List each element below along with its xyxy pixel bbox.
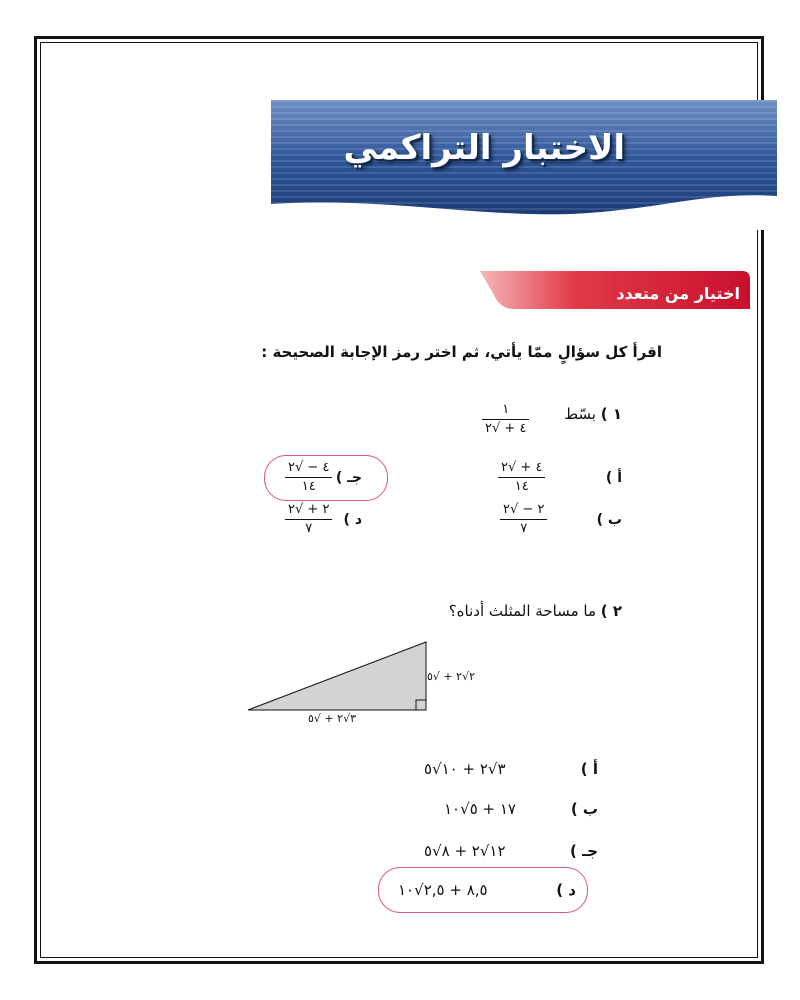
right-triangle-figure	[240, 630, 440, 720]
q1-option-b-label[interactable]: ب )	[596, 512, 622, 528]
q1-option-c-label[interactable]: جـ )	[335, 470, 362, 486]
q1-option-b[interactable]: ٢ − √٢ ٧	[500, 502, 547, 537]
q2-option-c[interactable]: ١٢√٢ + ٨√٥	[424, 842, 506, 860]
q2-number: ٢ )	[600, 602, 622, 620]
q2-option-a[interactable]: ٣√٢ + ١٠√٥	[424, 760, 506, 778]
q2-option-a-label[interactable]: أ )	[580, 760, 598, 778]
q1-option-a[interactable]: ٤ + √٢ ١٤	[498, 460, 545, 495]
triangle-shape	[248, 642, 426, 710]
q1-option-a-label[interactable]: أ )	[605, 470, 622, 486]
q2-option-d-label[interactable]: د )	[556, 881, 576, 899]
q2-option-b[interactable]: ١٧ + ٥√١٠	[444, 800, 516, 818]
q1-number: ١ )	[600, 405, 622, 423]
triangle-base-label: ٣√٢ + √٥	[308, 712, 357, 725]
q2-prompt: ما مساحة المثلث أدناه؟	[448, 602, 596, 620]
q2-option-c-label[interactable]: جـ )	[569, 842, 598, 860]
banner-title: الاختبار التراكمي	[343, 128, 625, 168]
q2-option-b-label[interactable]: ب )	[570, 800, 598, 818]
q1-option-d-label[interactable]: د )	[343, 512, 362, 528]
q1-prompt: بسّط	[564, 405, 596, 423]
q1-stem	[564, 405, 622, 423]
instructions: اقرأ كل سؤالٍ ممّا يأتي، ثم اختر رمز الإجابة الصحيحة :	[261, 343, 662, 361]
q1-expression: ١ ٤ + √٢	[482, 402, 529, 437]
q2-option-d[interactable]: ٨,٥ + ٢,٥√١٠	[398, 881, 488, 899]
q1-option-d[interactable]: ٢ + √٢ ٧	[285, 502, 332, 537]
section-label: اختيار من متعدد	[616, 284, 740, 303]
q2-stem	[449, 602, 622, 620]
triangle-height-label: ٢√٢ + √٥	[427, 670, 476, 683]
q1-option-c[interactable]: ٤ − √٢ ١٤	[285, 460, 332, 495]
